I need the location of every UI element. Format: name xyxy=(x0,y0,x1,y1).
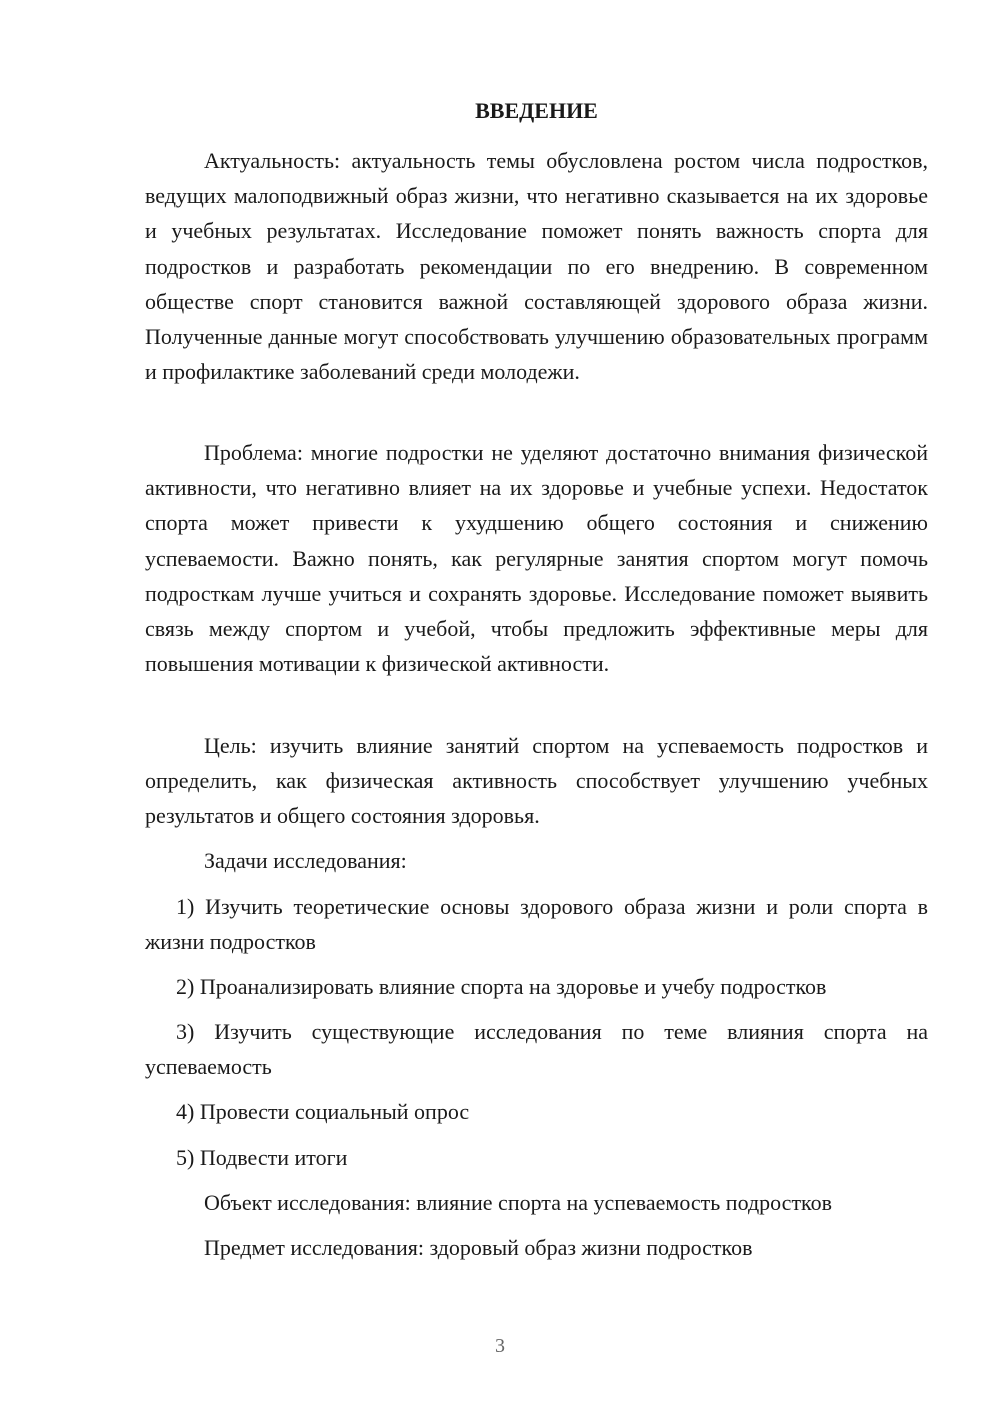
research-subject: Предмет исследования: здоровый образ жизни подростков xyxy=(204,1235,753,1260)
research-object: Объект исследования: влияние спорта на успеваемость подростков xyxy=(204,1190,833,1215)
task-item-2: 2) Проанализировать влияние спорта на здоровье и учебу подростков xyxy=(176,974,827,999)
page-number: 3 xyxy=(495,1335,505,1357)
task-item-4: 4) Провести социальный опрос xyxy=(176,1099,470,1124)
paragraph-problem: Проблема: многие подростки не уделяют достаточно внимания физической активности, что негативно влияет на их здоровье и учебные успехи. Недостаток спорта может привести к ухудшению общего состояния и снижению успеваемости. Важно понять, как регулярные занятия спортом могут помочь подросткам лучше учиться и сохранять здоровье. Исследование поможет выявить связь между спортом и учебой, чтобы предложить эффективные меры для повышения мотивации к физической активности. xyxy=(145,440,928,677)
tasks-heading: Задачи исследования: xyxy=(204,848,407,873)
task-item-1: 1) Изучить теоретические основы здорового образа жизни и роли спорта в жизни подростков xyxy=(145,894,928,955)
task-item-5: 5) Подвести итоги xyxy=(176,1145,348,1170)
page-heading: ВВЕДЕНИЕ xyxy=(475,98,598,123)
task-item-3: 3) Изучить существующие исследования по теме влияния спорта на успеваемость xyxy=(145,1019,928,1080)
paragraph-relevance: Актуальность: актуальность темы обусловлена ростом числа подростков, ведущих малоподвижный образ жизни, что негативно сказывается на их здоровье и учебных результатах. Исследование поможет понять важность спорта для подростков и разработать рекомендации по его внедрению. В современном обществе спорт становится важной составляющей здорового образа жизни. Полученные данные могут способствовать улучшению образовательных программ и профилактике заболеваний среди молодежи. xyxy=(145,148,928,385)
paragraph-goal: Цель: изучить влияние занятий спортом на успеваемость подростков и определить, как физическая активность способствует улучшению учебных результатов и общего состояния здоровья. xyxy=(145,733,928,829)
